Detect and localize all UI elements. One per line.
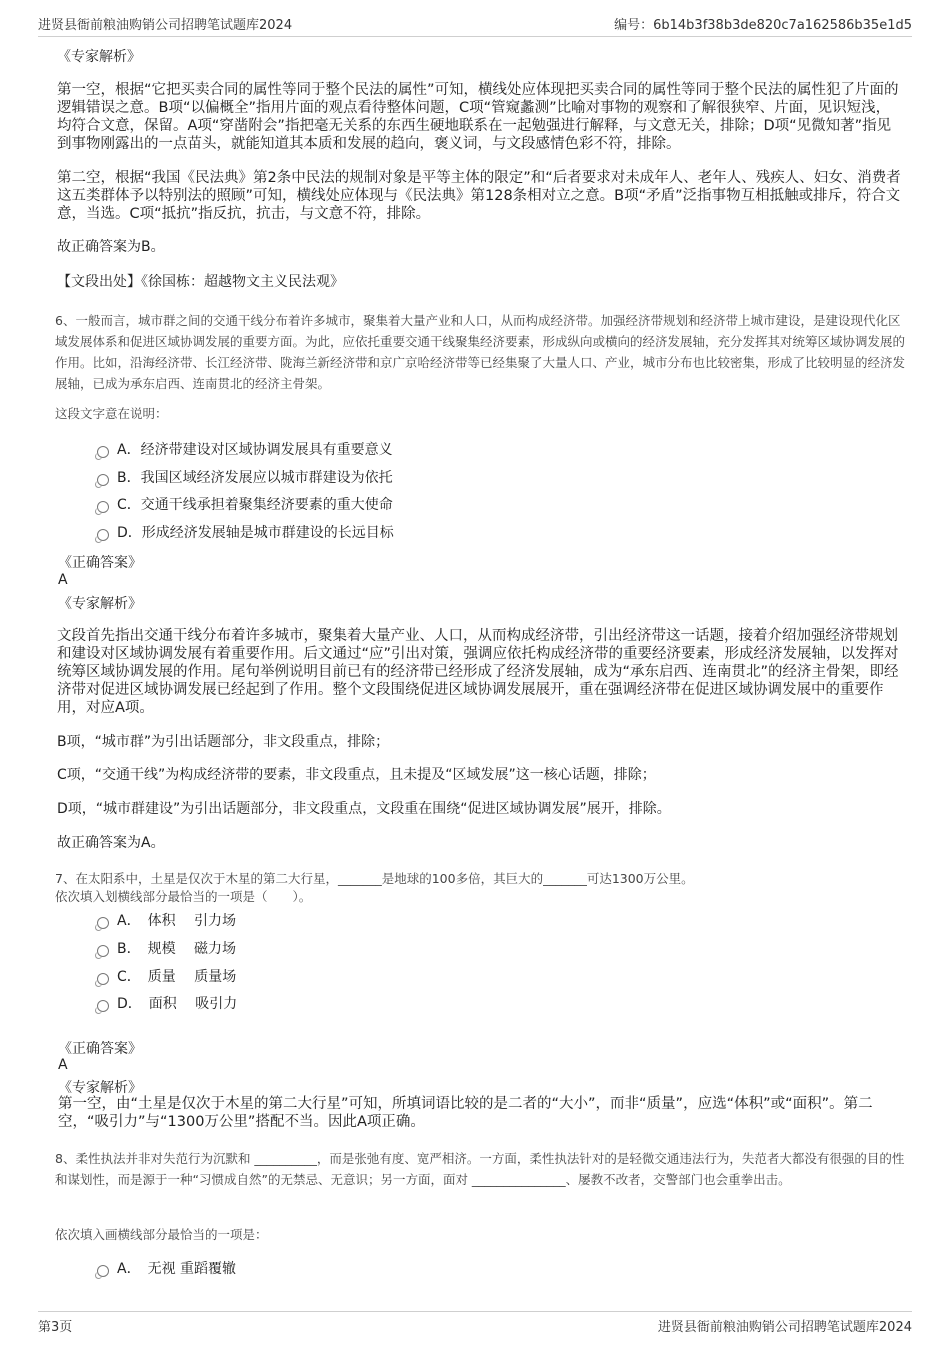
q7-option-a[interactable] xyxy=(97,910,236,930)
header-doc-id: 编号：6b14b3f38b3de820c7a162586b35e1d5 xyxy=(614,18,912,33)
option-label: B． 规模 磁力场 xyxy=(117,941,237,957)
q8-prompt: 依次填入画横线部分最恰当的一项是： xyxy=(55,1227,268,1242)
page-header xyxy=(38,14,912,37)
q7-analysis-para1: 第一空，由“土星是仅次于木星的第二大行星”可知，所填词语比较的是二者的“大小”，而非“质量”，应选“体积”或“面积”。第二空，“吸引力”与“1300万公里”搭配不当。因此A项正确。 xyxy=(58,1096,873,1130)
q6-expert-label: 《专家解析》 xyxy=(58,596,142,612)
radio-icon[interactable] xyxy=(97,1265,109,1277)
q7-prompt: 依次填入划横线部分最恰当的一项是（ ）。 xyxy=(55,889,312,904)
q6-option-a[interactable] xyxy=(97,439,393,459)
option-label: A．经济带建设对区域协调发展具有重要意义 xyxy=(117,442,393,458)
q6-option-c[interactable] xyxy=(97,494,393,514)
q6-stem: 6、一般而言，城市群之间的交通干线分布着许多城市，聚集着大量产业和人口，从而构成经济带。加强经济带规划和经济带上城市建设，是建设现代化区域发展体系和促进区域协调发展的重要方面。为此，应依托重要交通干线聚集经济要素，形成纵向或横向的经济发展轴，充分发挥其对统筹区域协调发展的作用。比如，沿海经济带、长江经济带、陇海兰新经济带和京广京哈经济带等已经集聚了大量人口、产业，城市分布也比较密集，形成了比较明显的经济发展轴，已成为承东启西、连南贯北的经济主骨架。 xyxy=(55,313,906,391)
option-label: D．形成经济发展轴是城市群建设的长远目标 xyxy=(117,525,394,541)
q8-stem: 8、柔性执法并非对失范行为沉默和 __________，而是张弛有度、宽严相济。一方面，柔性执法针对的是轻微交通违法行为，失范者大都没有很强的目的性和谋划性，而是源于一种“习惯成自然”的无禁忌、无意识；另一方面，面对 _______________、屡教不改者，交警部门也会重拳出击。 xyxy=(55,1151,905,1187)
q6-analysis-para1: 文段首先指出交通干线分布着许多城市，聚集着大量产业、人口，从而构成经济带，引出经济带这一话题，接着介绍加强经济带规划和建设对区域协调发展有着重要作用。后文通过“应”引出对策，强调应依托构成经济带的重要经济要素，形成经济发展轴，以发挥对统筹区域协调发展的作用。尾句举例说明目前已有的经济带已经形成了经济发展轴，成为“承东启西、连南贯北”的经济主骨架，即经济带对促进区域协调发展已经起到了作用。整个文段围绕促进区域协调发展展开，重在强调经济带在促进区域协调发展中的重要作用，对应A项。 xyxy=(57,628,899,716)
option-label: A． 体积 引力场 xyxy=(117,913,237,929)
q7-expert-label: 《专家解析》 xyxy=(58,1080,142,1096)
q6-analysis-para2: B项，“城市群”为引出话题部分，非文段重点，排除； xyxy=(57,734,390,750)
radio-icon[interactable] xyxy=(97,474,109,486)
q6-answer: A xyxy=(58,572,68,588)
q7-option-d[interactable] xyxy=(97,993,237,1013)
q6-analysis-para4: D项，“城市群建设”为引出话题部分，非文段重点，文段重在围绕“促进区域协调发展”展开，排除。 xyxy=(57,801,671,817)
q5-source: 【文段出处】《徐国栋：超越物文主义民法观》 xyxy=(57,274,344,290)
q6-analysis-para3: C项，“交通干线”为构成经济带的要素，非文段重点，且未提及“区域发展”这一核心话题，排除； xyxy=(57,767,656,783)
page-number: 第3页 xyxy=(38,1320,73,1335)
q6-answer-label: 《正确答案》 xyxy=(58,555,142,571)
footer-title: 进贤县衙前粮油购销公司招聘笔试题库2024 xyxy=(657,1320,912,1335)
radio-icon[interactable] xyxy=(97,945,109,957)
q5-expert-label: 《专家解析》 xyxy=(57,49,141,65)
q7-stem: 7、在太阳系中，土星是仅次于木星的第二大行星，_______是地球的100多倍，其巨大的_______可达1300万公里。 xyxy=(55,871,694,886)
page-footer xyxy=(38,1311,912,1338)
radio-icon[interactable] xyxy=(97,917,109,929)
q8-option-a[interactable] xyxy=(97,1258,236,1278)
q5-conclusion: 故正确答案为B。 xyxy=(57,239,165,255)
q7-option-b[interactable] xyxy=(97,938,236,958)
header-title: 进贤县衙前粮油购销公司招聘笔试题库2024 xyxy=(38,18,293,33)
q6-option-b[interactable] xyxy=(97,467,393,487)
q6-option-d[interactable] xyxy=(97,522,394,542)
radio-icon[interactable] xyxy=(97,973,109,985)
option-label: A． 无视 重蹈覆辙 xyxy=(117,1261,237,1277)
q5-analysis-para1: 第一空，根据“它把买卖合同的属性等同于整个民法的属性”可知，横线处应体现把买卖合同的属性等同于整个民法的属性犯了片面的逻辑错误之意。B项“以偏概全”指用片面的观点看待整体问题，C项“管窥蠡测”比喻对事物的观察和了解很狭窄、片面，见识短浅，均符合文意，保留。A项“穿凿附会”指把毫无关系的东西生硬地联系在一起勉强进行解释，与文意无关，排除；D项“见微知著”指见到事物刚露出的一点苗头，就能知道其本质和发展的趋向，褒义词，与文段感情色彩不符，排除。 xyxy=(57,82,899,152)
option-label: C． 质量 质量场 xyxy=(117,969,237,985)
radio-icon[interactable] xyxy=(97,529,109,541)
q6-prompt: 这段文字意在说明： xyxy=(55,406,168,421)
q7-option-c[interactable] xyxy=(97,966,236,986)
q7-answer: A xyxy=(58,1057,68,1073)
option-label: B．我国区域经济发展应以城市群建设为依托 xyxy=(117,470,393,486)
option-label: C．交通干线承担着聚集经济要素的重大使命 xyxy=(117,497,393,513)
q5-analysis-para2: 第二空，根据“我国《民法典》第2条中民法的规制对象是平等主体的限定”和“后者要求对未成年人、老年人、残疾人、妇女、消费者这五类群体予以特别法的照顾”可知，横线处应体现与《民法典》第128条相对立之意。B项“矛盾”泛指事物互相抵触或排斥，符合文意，当选。C项“抵抗”指反抗，抗击，与文意不符，排除。 xyxy=(57,170,901,222)
radio-icon[interactable] xyxy=(97,446,109,458)
radio-icon[interactable] xyxy=(97,1000,109,1012)
q6-conclusion: 故正确答案为A。 xyxy=(57,835,165,851)
radio-icon[interactable] xyxy=(97,501,109,513)
option-label: D． 面积 吸引力 xyxy=(117,996,238,1012)
q7-answer-label: 《正确答案》 xyxy=(58,1041,142,1057)
